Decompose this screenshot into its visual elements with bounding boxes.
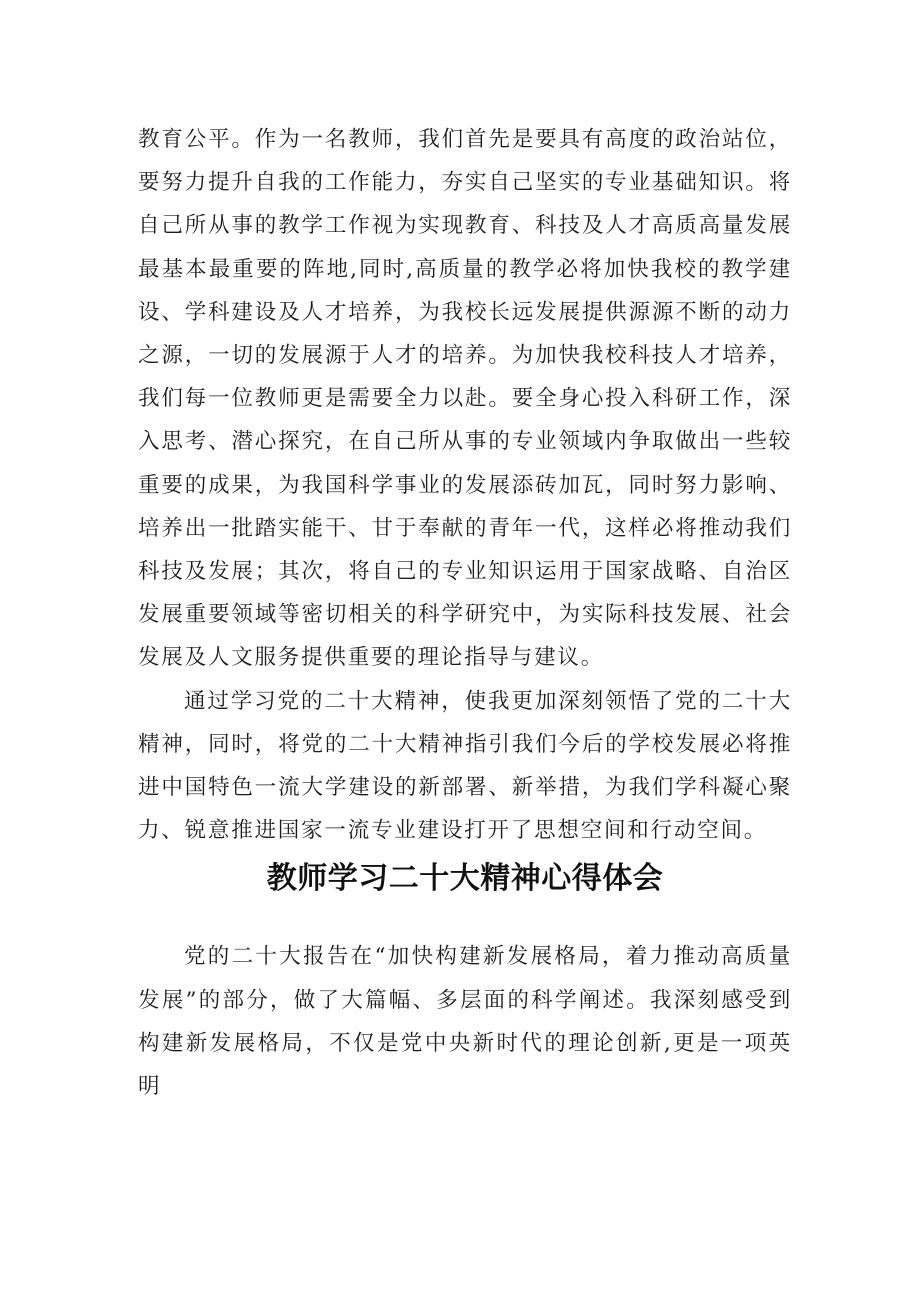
title-spacing: [138, 901, 792, 935]
paragraph-continued: 教育公平。作为一名教师，我们首先是要具有高度的政治站位，要努力提升自我的工作能力，夯实自己坚实的专业基础知识。将自己所从事的教学工作视为实现教育、科技及人才高质高量发展最基本最重要的阵地,同时,高质量的教学必将加快我校的教学建设、学科建设及人才培养，为我校长远发展提供源源不断的动力之源，一切的发展源于人才的培养。为加快我校科技人才培养，我们每一位教师更是需要全力以赴。要全身心投入科研工作，深入思考、潜心探究，在自己所从事的专业领域内争取做出一些较重要的成果，为我国科学事业的发展添砖加瓦，同时努力影响、培养出一批踏实能干、甘于奉献的青年一代，这样必将推动我们科技及发展；其次，将自己的专业知识运用于国家战略、自治区发展重要领域等密切相关的科学研究中，为实际科技发展、社会发展及人文服务提供重要的理论指导与建议。: [138, 127, 792, 671]
paragraph-study-reflection: 通过学习党的二十大精神，使我更加深刻领悟了党的二十大精神，同时，将党的二十大精神指引我们今后的学校发展必将推进中国特色一流大学建设的新部署、新举措，为我们学科凝心聚力、锐意推进国家一流专业建设打开了思想空间和行动空间。: [138, 688, 792, 844]
document-body: [138, 118, 792, 1108]
paragraph-report-intro: 党的二十大报告在“加快构建新发展格局，着力推动高质量发展”的部分，做了大篇幅、多层面的科学阐述。我深刻感受到构建新发展格局，不仅是党中央新时代的理论创新,更是一项英明: [138, 944, 792, 1100]
article-title: 教师学习二十大精神心得体会: [266, 861, 664, 897]
